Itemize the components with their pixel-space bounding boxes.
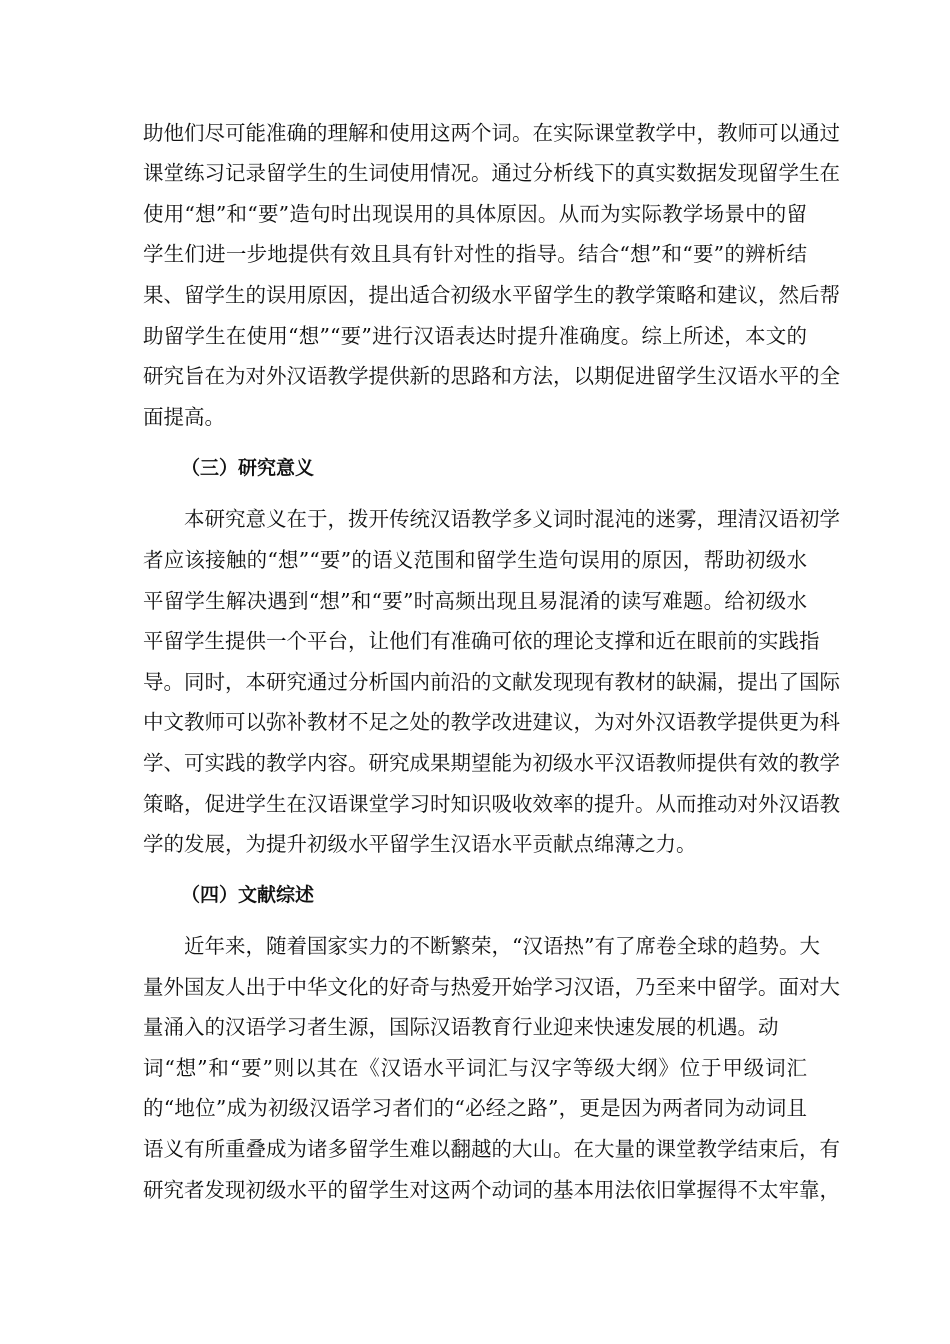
paragraph-3-line-1: 近年来，随着国家实力的不断繁荣，“汉语热”有了席卷全球的趋势。大 xyxy=(184,934,820,958)
paragraph-3-line-4: 词“想”和“要”则以其在《汉语水平词汇与汉字等级大纲》位于甲级词汇 xyxy=(143,1056,807,1080)
paragraph-2-line-1: 本研究意义在于，拨开传统汉语教学多义词时混沌的迷雾，理清汉语初学 xyxy=(184,507,840,531)
paragraph-3-line-7: 研究者发现初级水平的留学生对这两个动词的基本用法依旧掌握得不太牢靠， xyxy=(143,1178,840,1202)
paragraph-1-line-5: 果、留学生的误用原因，提出适合初级水平留学生的教学策略和建议，然后帮 xyxy=(143,283,840,307)
paragraph-1-line-1: 助他们尽可能准确的理解和使用这两个词。在实际课堂教学中，教师可以通过 xyxy=(143,121,840,145)
paragraph-1-line-3: 使用“想”和“要”造句时出现误用的具体原因。从而为实际教学场景中的留 xyxy=(143,202,807,226)
paragraph-2-line-7: 学、可实践的教学内容。研究成果期望能为初级水平汉语教师提供有效的教学 xyxy=(143,751,840,775)
paragraph-2-line-6: 中文教师可以弥补教材不足之处的教学改进建议，为对外汉语教学提供更为科 xyxy=(143,710,840,734)
paragraph-1-line-4: 学生们进一步地提供有效且具有针对性的指导。结合“想”和“要”的辨析结 xyxy=(143,242,807,266)
paragraph-2-line-3: 平留学生解决遇到“想”和“要”时高频出现且易混淆的读写难题。给初级水 xyxy=(143,589,807,613)
paragraph-3-line-5: 的“地位”成为初级汉语学习者们的“必经之路”，更是因为两者同为动词且 xyxy=(143,1096,807,1120)
section-heading-literature-review: （四）文献综述 xyxy=(181,884,315,906)
paragraph-2-line-4: 平留学生提供一个平台，让他们有准确可依的理论支撑和近在眼前的实践指 xyxy=(143,629,820,653)
paragraph-3-line-2: 量外国友人出于中华文化的好奇与热爱开始学习汉语，乃至来中留学。面对大 xyxy=(143,975,840,999)
paragraph-3-line-3: 量涌入的汉语学习者生源，国际汉语教育行业迎来快速发展的机遇。动 xyxy=(143,1015,779,1039)
paragraph-3-line-6: 语义有所重叠成为诸多留学生难以翻越的大山。在大量的课堂教学结束后，有 xyxy=(143,1137,840,1161)
paragraph-2-line-2: 者应该接触的“想”“要”的语义范围和留学生造句误用的原因，帮助初级水 xyxy=(143,548,807,572)
paragraph-2-line-5: 导。同时，本研究通过分析国内前沿的文献发现现有教材的缺漏，提出了国际 xyxy=(143,670,840,694)
paragraph-1-line-6: 助留学生在使用“想”“要”进行汉语表达时提升准确度。综上所述，本文的 xyxy=(143,324,807,348)
paragraph-1-line-2: 课堂练习记录留学生的生词使用情况。通过分析线下的真实数据发现留学生在 xyxy=(143,161,840,185)
paragraph-1-line-8: 面提高。 xyxy=(143,405,225,429)
section-heading-research-significance: （三）研究意义 xyxy=(181,457,315,479)
paragraph-2-line-8: 策略，促进学生在汉语课堂学习时知识吸收效率的提升。从而推动对外汉语教 xyxy=(143,792,840,816)
paragraph-1-line-7: 研究旨在为对外汉语教学提供新的思路和方法，以期促进留学生汉语水平的全 xyxy=(143,364,840,388)
paragraph-2-line-9: 学的发展，为提升初级水平留学生汉语水平贡献点绵薄之力。 xyxy=(143,832,697,856)
